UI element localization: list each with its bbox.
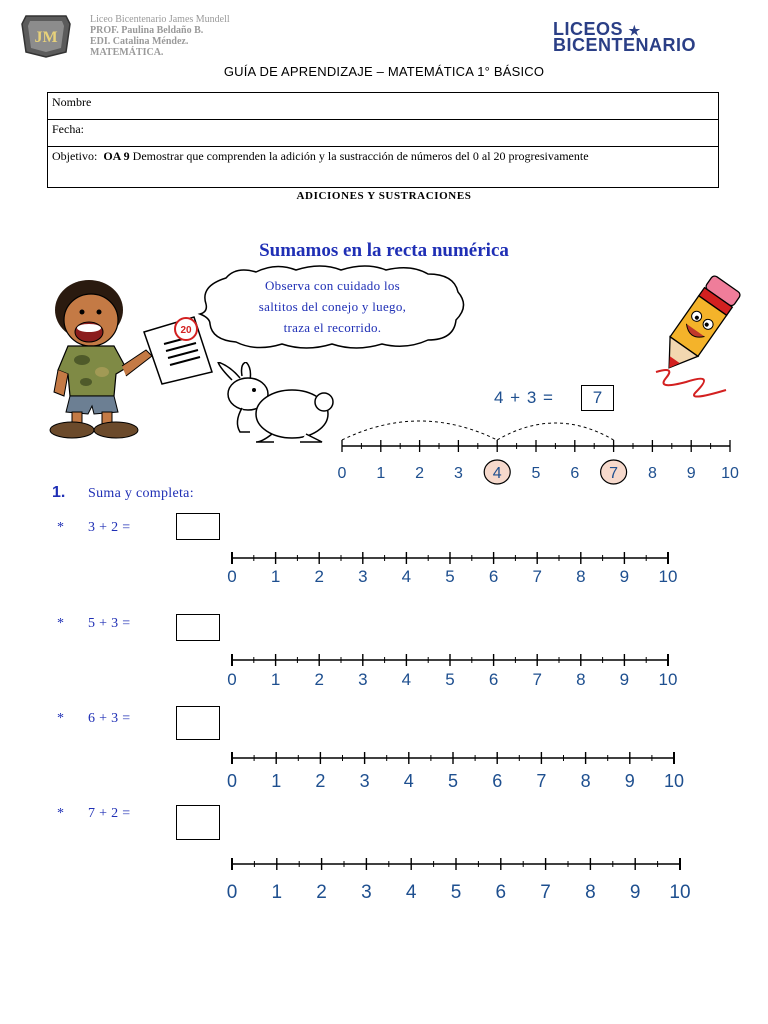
answer-box[interactable] xyxy=(176,513,220,540)
example-label: 9 xyxy=(686,465,696,482)
number-line-label: 1 xyxy=(271,882,283,903)
date-label: Fecha: xyxy=(52,122,84,136)
number-line xyxy=(222,544,692,590)
number-line xyxy=(222,746,692,794)
number-line-label: 4 xyxy=(401,567,412,586)
example-jump-arc xyxy=(497,423,613,440)
example-answer-box: 7 xyxy=(581,385,614,411)
number-line-label: 8 xyxy=(576,670,586,689)
number-line-label: 3 xyxy=(359,771,370,791)
subject-name: MATEMÁTICA. xyxy=(90,47,164,58)
example-jump-arc xyxy=(342,421,497,440)
number-line-label: 4 xyxy=(405,882,417,903)
number-line-label: 8 xyxy=(580,771,591,791)
number-line-label: 0 xyxy=(226,771,238,791)
objective-code: OA 9 xyxy=(103,149,130,163)
bullet-icon: * xyxy=(57,806,64,821)
section-title: ADICIONES Y SUSTRACIONES xyxy=(296,190,472,202)
score-text: 20 xyxy=(180,325,192,336)
number-line-label: 7 xyxy=(540,882,551,903)
bullet-icon: * xyxy=(57,616,64,631)
number-line-label: 2 xyxy=(315,771,326,791)
number-line-label: 0 xyxy=(227,567,237,586)
number-line-label: 5 xyxy=(450,882,462,903)
example-label: 10 xyxy=(721,465,739,482)
number-line-label: 8 xyxy=(585,882,596,903)
number-line-label: 10 xyxy=(663,771,685,791)
logo-text: JM xyxy=(34,29,58,46)
number-line-label: 8 xyxy=(576,567,586,586)
boy-illustration xyxy=(44,272,214,442)
example-number-line xyxy=(330,408,750,486)
number-line-label: 9 xyxy=(624,771,635,791)
bubble-line-3: traza el recorrido. xyxy=(283,320,382,335)
number-line-label: 1 xyxy=(270,567,281,586)
number-line-label: 1 xyxy=(271,771,282,791)
problem-expression: 5 + 3 = xyxy=(88,616,131,631)
educator-name: EDI. Catalina Méndez. xyxy=(90,36,189,47)
number-line-label: 0 xyxy=(226,882,238,903)
number-line-label: 6 xyxy=(488,670,499,689)
example-label: 7 xyxy=(609,465,619,482)
example-label: 0 xyxy=(337,465,347,482)
example-equation: 4 + 3 = xyxy=(494,388,554,407)
school-logo xyxy=(20,12,72,58)
number-line xyxy=(222,852,698,904)
number-line-label: 10 xyxy=(658,670,678,689)
number-line-label: 5 xyxy=(445,670,455,689)
pencil-mascot-illustration xyxy=(636,274,752,404)
number-line xyxy=(222,646,692,692)
name-label: Nombre xyxy=(52,95,92,109)
number-line-label: 3 xyxy=(358,670,368,689)
problem-expression: 7 + 2 = xyxy=(88,806,131,821)
main-title: Sumamos en la recta numérica xyxy=(259,240,509,261)
example-label: 4 xyxy=(492,465,502,482)
example-label: 2 xyxy=(415,465,425,482)
number-line-label: 5 xyxy=(447,771,459,791)
answer-box[interactable] xyxy=(176,805,220,840)
number-line-label: 5 xyxy=(445,567,455,586)
answer-box[interactable] xyxy=(176,614,220,641)
number-line-label: 7 xyxy=(532,670,542,689)
number-line-label: 3 xyxy=(358,567,368,586)
brand-logo xyxy=(553,19,697,55)
number-line-label: 6 xyxy=(495,882,507,903)
example-label: 6 xyxy=(570,465,580,482)
number-line-label: 2 xyxy=(314,670,324,689)
number-line-label: 2 xyxy=(316,882,327,903)
number-line-label: 3 xyxy=(361,882,372,903)
number-line-label: 6 xyxy=(488,567,499,586)
guide-title: GUÍA DE APRENDIZAJE – MATEMÁTICA 1° BÁSICO xyxy=(223,64,545,79)
number-line-label: 2 xyxy=(314,567,324,586)
rabbit-illustration xyxy=(212,362,336,446)
number-line-label: 4 xyxy=(403,771,414,791)
bubble-line-1: Observa con cuidado los xyxy=(264,278,401,293)
objective-label: Objetivo: xyxy=(52,149,98,163)
number-line-label: 10 xyxy=(658,567,678,586)
date-row[interactable] xyxy=(48,120,718,147)
school-name: Liceo Bicentenario James Mundell xyxy=(90,14,230,25)
bubble-text xyxy=(200,275,465,338)
number-line-label: 9 xyxy=(629,882,641,903)
number-line-label: 6 xyxy=(492,771,503,791)
answer-box[interactable] xyxy=(176,706,220,740)
exercise-instruction: Suma y completa: xyxy=(88,486,194,501)
number-line-label: 1 xyxy=(270,670,281,689)
example-label: 3 xyxy=(453,465,463,482)
bullet-icon: * xyxy=(57,711,64,726)
problem-expression: 3 + 2 = xyxy=(88,520,131,535)
number-line-label: 7 xyxy=(536,771,547,791)
brand-star-icon: ★ xyxy=(628,23,641,38)
number-line-label: 10 xyxy=(669,882,691,903)
number-line-label: 4 xyxy=(401,670,412,689)
info-table xyxy=(47,92,719,188)
objective-text: Demostrar que comprenden la adición y la sustracción de números del 0 al 20 progresivamente xyxy=(132,149,589,163)
example-label: 5 xyxy=(531,465,541,482)
school-info xyxy=(90,14,230,58)
teacher-name: PROF. Paulina Beldaño B. xyxy=(90,25,204,36)
number-line-label: 0 xyxy=(227,670,237,689)
bullet-icon: * xyxy=(57,520,64,535)
number-line-label: 9 xyxy=(619,670,630,689)
problem-expression: 6 + 3 = xyxy=(88,711,131,726)
exercise-number: 1. xyxy=(52,484,66,501)
example-label: 1 xyxy=(376,465,386,482)
brand-line2: BICENTENARIO xyxy=(553,35,697,55)
name-row[interactable] xyxy=(48,93,718,120)
number-line-label: 9 xyxy=(619,567,630,586)
bubble-line-2: saltitos del conejo y luego, xyxy=(258,299,407,314)
objective-row xyxy=(48,147,718,187)
number-line-label: 7 xyxy=(532,567,542,586)
brand-line1: LICEOS xyxy=(553,19,624,39)
example-label: 8 xyxy=(647,465,657,482)
